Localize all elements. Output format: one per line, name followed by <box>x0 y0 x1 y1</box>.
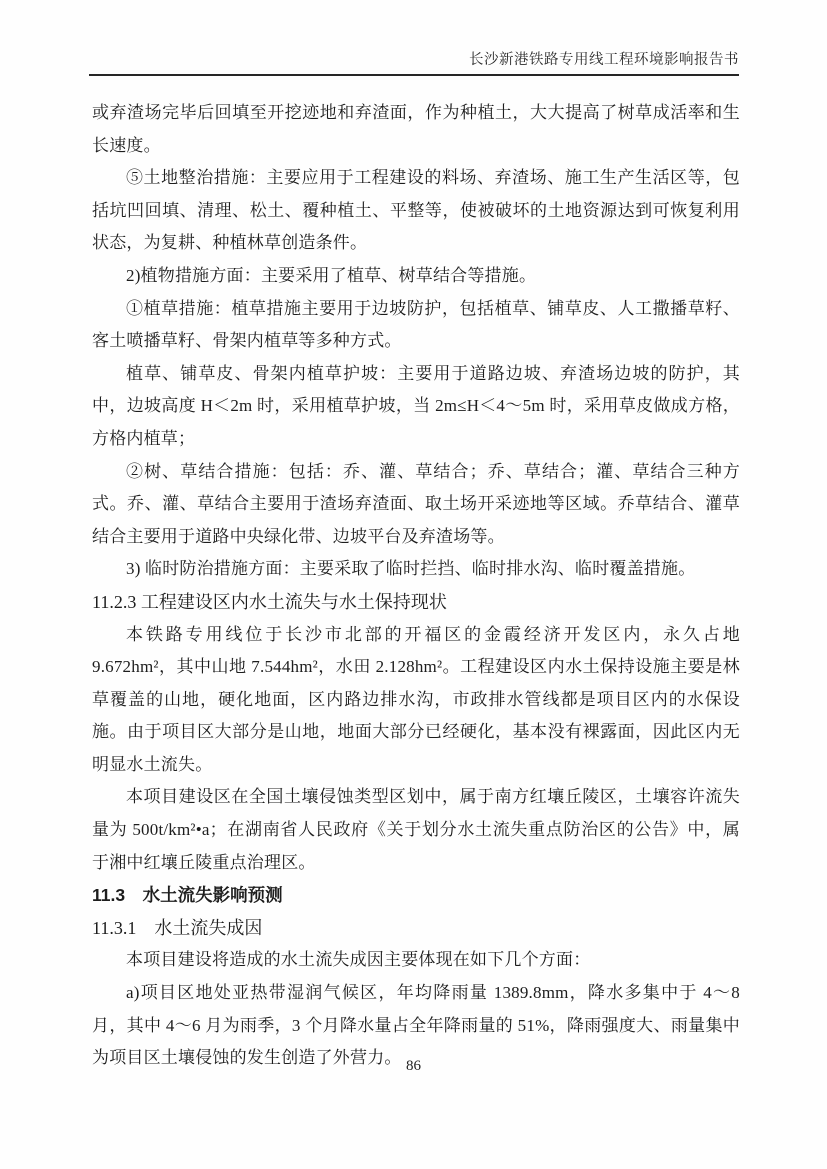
paragraph-grass-planting: ①植草措施：植草措施主要用于边坡防护，包括植草、铺草皮、人工撒播草籽、客土喷播草籽、骨架内植草等多种方式。 <box>92 298 740 351</box>
paragraph-land-remediation: ⑤土地整治措施：主要应用于工程建设的料场、弃渣场、施工生产生活区等，包括坑凹回填、清理、松土、覆种植土、平整等，使被破坏的土地资源达到可恢复利用状态，为复耕、种植林草创造条件。 <box>92 168 740 253</box>
section-heading-11-2-3: 11.2.3 工程建设区内水土流失与水土保持现状 <box>92 591 447 612</box>
paragraph-project-area-status: 本铁路专用线位于长沙市北部的开福区的金霞经济开发区内，永久占地 9.672hm²，其中山地 7.544hm²，水田 2.128hm²。工程建设区内水土保持设施主要是林草覆盖的山地，硬化地面，区内路边排水沟，市政排水管线都是项目区内的水保设施。由于项目区大部分是山地，地面大部分已经硬化，基本没有裸露面，因此区内无明显水土流失。 <box>92 624 745 774</box>
document-body <box>92 97 745 1075</box>
paragraph-soil-erosion-zoning: 本项目建设区在全国土壤侵蚀类型区划中，属于南方红壤丘陵区，土壤容许流失量为 500t/km²•a；在湖南省人民政府《关于划分水土流失重点防治区的公告》中，属于湘中红壤丘陵重点治理区。 <box>92 787 740 872</box>
section-heading-11-3: 11.3 水土流失影响预测 <box>92 885 283 906</box>
header-rule <box>89 74 739 76</box>
section-heading-11-3-1: 11.3.1 水土流失成因 <box>92 917 263 938</box>
paragraph-continued: 或弃渣场完毕后回填至开挖迹地和弃渣面，作为种植土，大大提高了树草成活率和生长速度。 <box>92 103 740 155</box>
paragraph-erosion-causes-intro: 本项目建设将造成的水土流失成因主要体现在如下几个方面： <box>126 950 591 970</box>
paragraph-climate-cause: a)项目区地处亚热带湿润气候区，年均降雨量 1389.8mm，降水多集中于 4～8 月，其中 4～6 月为雨季，3 个月降水量占全年降雨量的 51%，降雨强度大、雨量集中为项目区土壤侵蚀的发生创造了外营力。 <box>92 983 745 1068</box>
paragraph-plant-measures: 2)植物措施方面：主要采用了植草、树草结合等措施。 <box>126 265 537 285</box>
paragraph-slope-protection: 植草、铺草皮、骨架内植草护坡：主要用于道路边坡、弃渣场边坡的防护，其中，边坡高度 H＜2m 时，采用植草护坡，当 2m≤H＜4～5m 时，采用草皮做成方格，方格内植草； <box>92 363 740 448</box>
paragraph-tree-grass-combination: ②树、草结合措施：包括：乔、灌、草结合；乔、草结合；灌、草结合三种方式。乔、灌、草结合主要用于渣场弃渣面、取土场开采迹地等区域。乔草结合、灌草结合主要用于道路中央绿化带、边坡平台及弃渣场等。 <box>92 461 740 546</box>
page-number: 86 <box>406 1058 421 1074</box>
page-header-title: 长沙新港铁路专用线工程环境影响报告书 <box>469 52 739 68</box>
paragraph-temporary-measures: 3) 临时防治措施方面：主要采取了临时拦挡、临时排水沟、临时覆盖措施。 <box>126 559 696 579</box>
